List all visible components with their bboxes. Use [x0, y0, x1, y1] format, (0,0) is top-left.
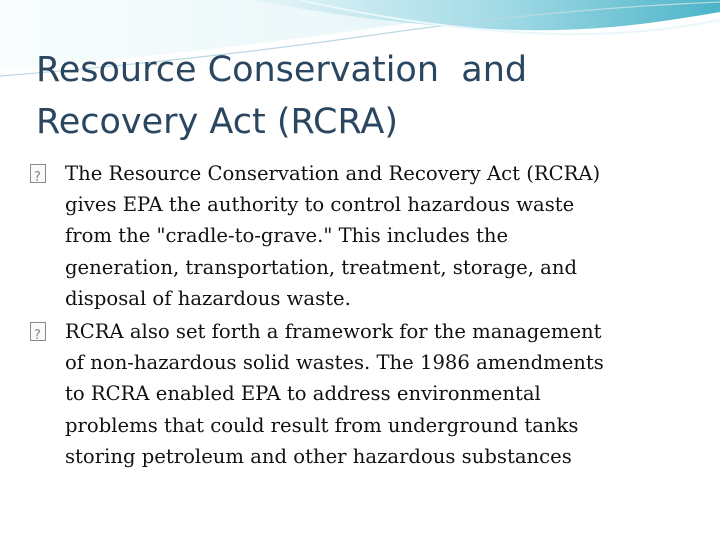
text-line: of non-hazardous solid wastes. The 1986 amendments — [65, 351, 604, 375]
slide-title — [36, 44, 696, 148]
title-line-2: Recovery Act (RCRA) — [36, 102, 398, 142]
text-line: storing petroleum and other hazardous substances — [65, 444, 572, 468]
text-line: to RCRA enabled EPA to address environmental — [65, 382, 541, 406]
missing-glyph-box-icon — [30, 164, 46, 183]
paragraph-rcra-framework — [30, 316, 700, 472]
title-line-1: Resource Conservation and — [36, 50, 528, 90]
paragraph-rcra-overview — [30, 158, 700, 314]
text-line: The Resource Conservation and Recovery Act (RCRA) — [65, 162, 601, 185]
text-line: generation, transportation, treatment, storage, and — [65, 255, 578, 279]
text-line: gives EPA the authority to control hazardous waste — [65, 193, 575, 217]
missing-glyph-box-icon — [30, 322, 46, 341]
text-line: disposal of hazardous waste. — [65, 286, 351, 310]
slide-body — [30, 158, 700, 474]
text-line: from the "cradle-to-grave." This includes the — [65, 224, 509, 248]
text-line: RCRA also set forth a framework for the management — [65, 320, 602, 344]
text-line: problems that could result from underground tanks — [65, 413, 579, 437]
